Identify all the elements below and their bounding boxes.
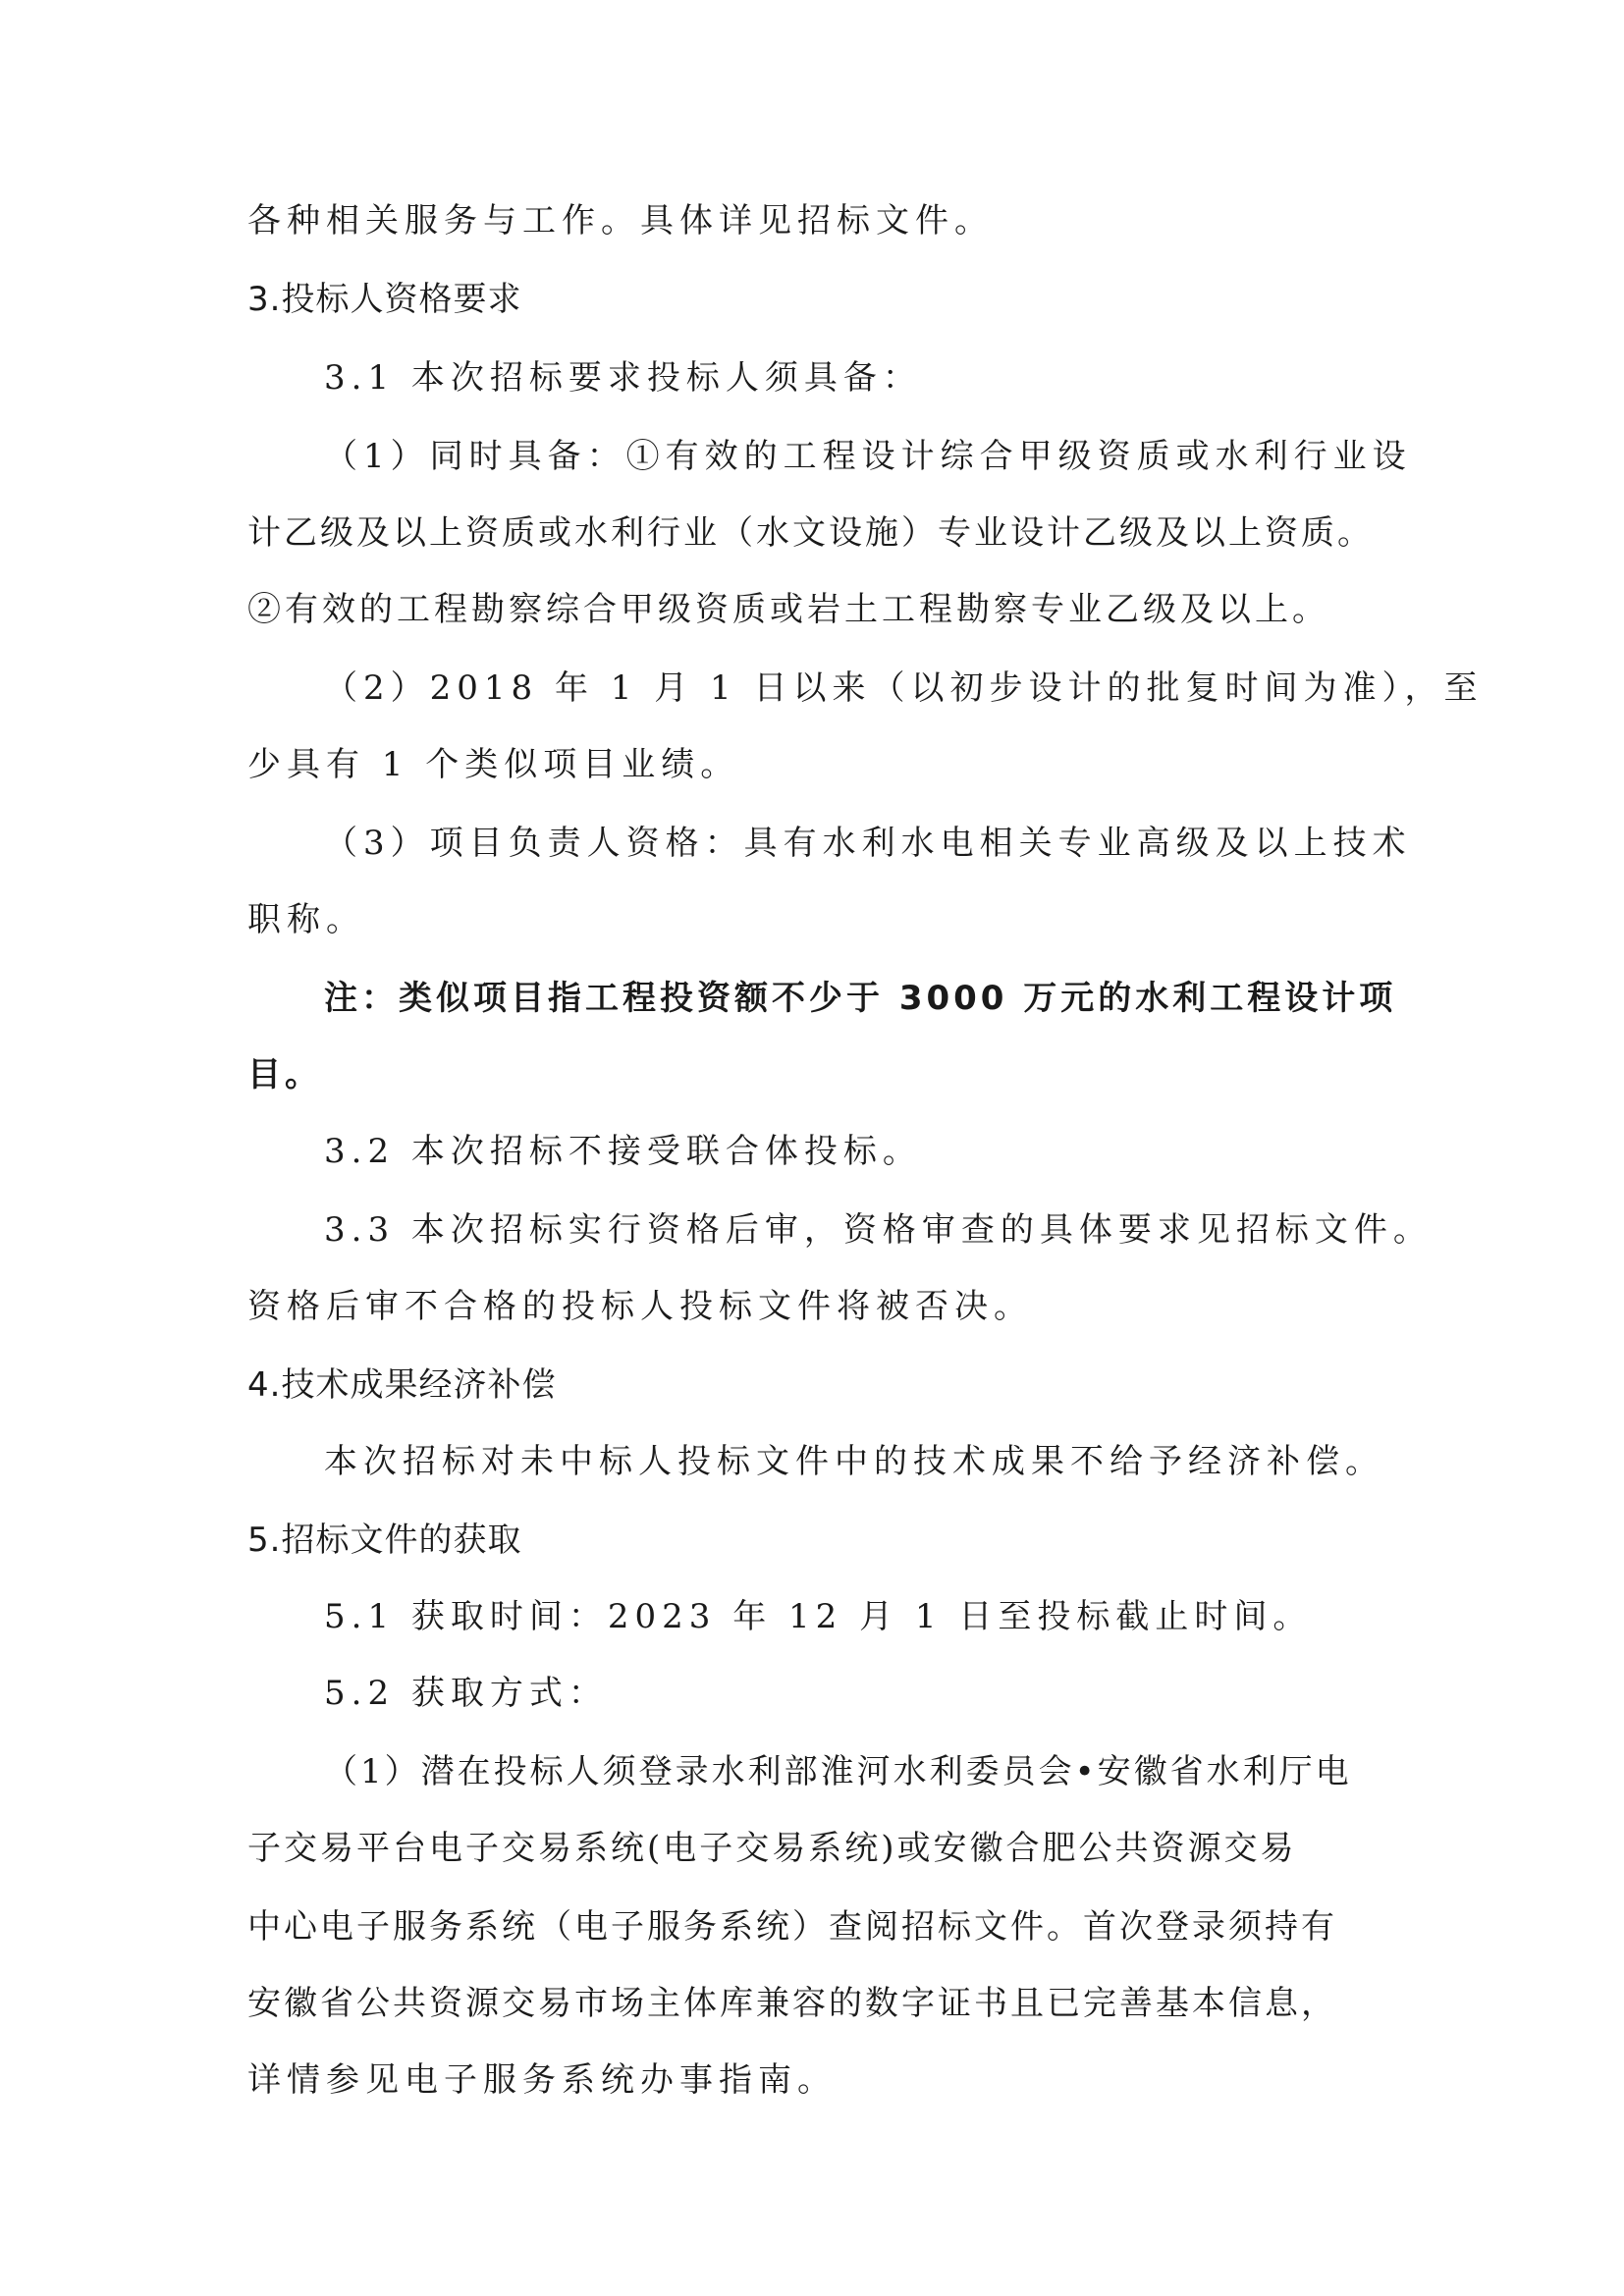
access-method-line: 安徽省公共资源交易市场主体库兼容的数字证书且已完善基本信息， <box>247 1984 1337 2023</box>
requirement-3-line: （3）项目负责人资格：具有水利水电相关专业高级及以上技术 <box>324 824 1412 863</box>
requirement-1-line: （1）同时具备：①有效的工程设计综合甲级资质或水利行业设 <box>324 437 1412 476</box>
access-method-line: 详情参见电子服务系统办事指南。 <box>247 2060 837 2100</box>
section-heading-4: 4.技术成果经济补偿 <box>247 1365 557 1405</box>
access-method-line: 中心电子服务系统（电子服务系统）查阅招标文件。首次登录须持有 <box>247 1907 1337 1947</box>
clause-3-3: 资格后审不合格的投标人投标文件将被否决。 <box>247 1287 1033 1326</box>
requirement-1-line: ②有效的工程勘察综合甲级资质或岩土工程勘察专业乙级及以上。 <box>247 590 1329 629</box>
clause-3-1: 3.1 本次招标要求投标人须具备： <box>324 358 922 398</box>
requirement-3-line: 职称。 <box>247 900 365 939</box>
requirement-2-line: 少具有 1 个类似项目业绩。 <box>247 745 740 784</box>
requirement-1-line: 计乙级及以上资质或水利行业（水文设施）专业设计乙级及以上资质。 <box>247 513 1374 553</box>
clause-3-2: 3.2 本次招标不接受联合体投标。 <box>324 1132 922 1171</box>
clause-3-3: 3.3 本次招标实行资格后审，资格审查的具体要求见招标文件。 <box>324 1210 1433 1250</box>
note-line: 注：类似项目指工程投资额不少于 3000 万元的水利工程设计项 <box>324 979 1397 1018</box>
paragraph-line: 本次招标对未中标人投标文件中的技术成果不给予经济补偿。 <box>324 1442 1384 1481</box>
access-method-line: 子交易平台电子交易系统(电子交易系统)或安徽合肥公共资源交易 <box>247 1829 1297 1868</box>
paragraph-line: 各种相关服务与工作。具体详见招标文件。 <box>247 201 994 240</box>
access-method-line: （1）潜在投标人须登录水利部淮河水利委员会•安徽省水利厅电 <box>324 1752 1352 1791</box>
section-heading-3: 3.投标人资格要求 <box>247 280 522 319</box>
section-heading-5: 5.招标文件的获取 <box>247 1521 522 1560</box>
clause-5-2: 5.2 获取方式： <box>324 1674 608 1713</box>
clause-5-1: 5.1 获取时间：2023 年 12 月 1 日至投标截止时间。 <box>324 1597 1313 1636</box>
requirement-2-line: （2）2018 年 1 月 1 日以来（以初步设计的批复时间为准），至 <box>324 668 1484 708</box>
note-line: 目。 <box>247 1055 322 1095</box>
